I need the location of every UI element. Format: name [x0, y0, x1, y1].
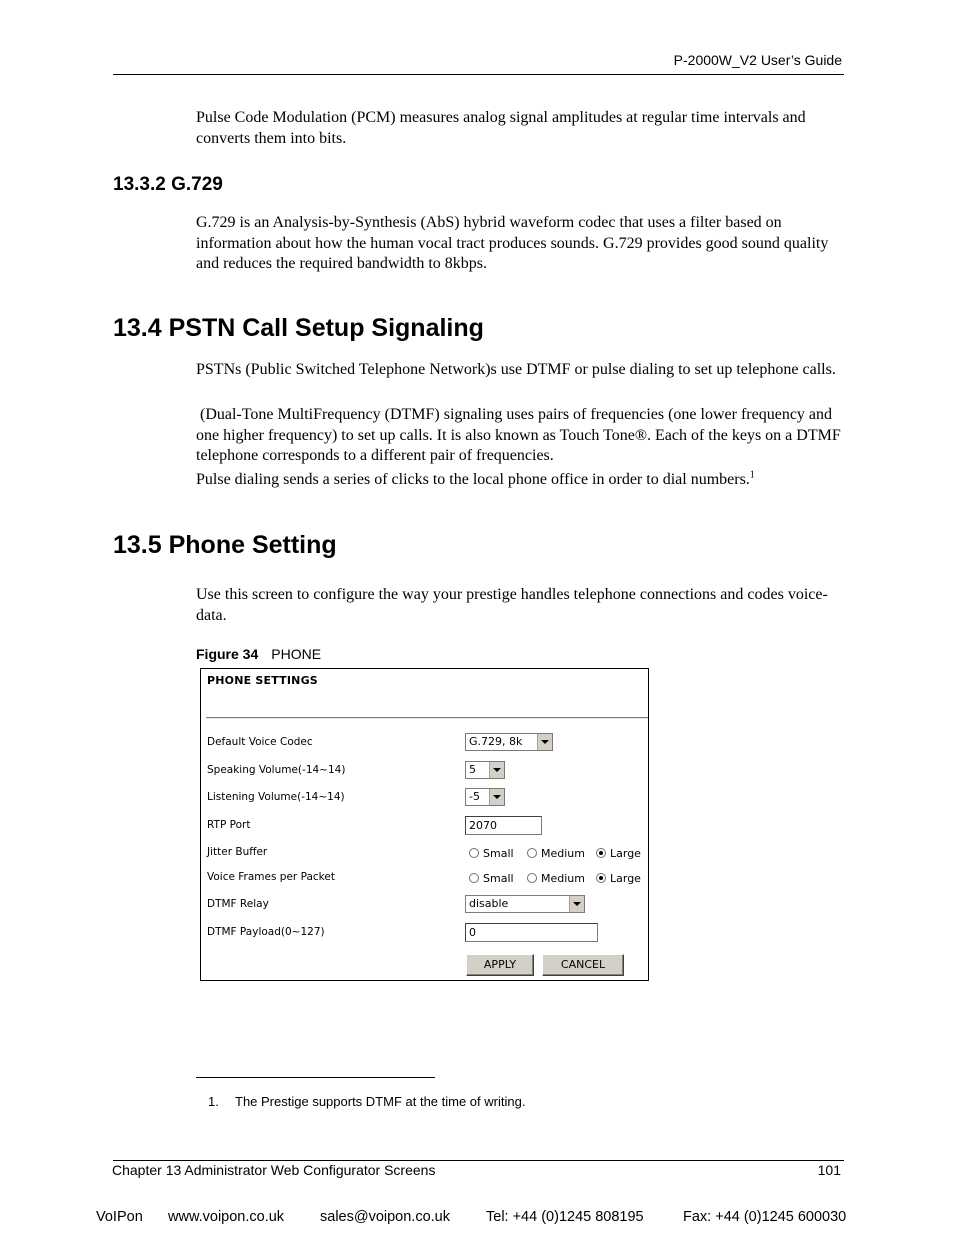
pulse-paragraph	[196, 470, 846, 491]
codec-label: Default Voice Codec	[207, 736, 313, 748]
speaking-volume-select[interactable]	[465, 761, 505, 779]
jitter-radio-medium[interactable]	[527, 847, 585, 860]
frames-option-medium: Medium	[541, 872, 585, 885]
chevron-down-icon[interactable]	[537, 734, 552, 750]
listening-volume-value: -5	[469, 790, 480, 803]
phone-settings-panel	[200, 668, 649, 981]
section-heading-13-3-2: 13.3.2 G.729	[113, 174, 223, 195]
contact-email[interactable]: sales@voipon.co.uk	[320, 1209, 450, 1225]
jitter-option-small: Small	[483, 847, 514, 860]
footnote-text: The Prestige supports DTMF at the time of writing.	[235, 1094, 526, 1109]
dtmf-relay-value: disable	[469, 897, 509, 910]
section-heading-13-4: 13.4 PSTN Call Setup Signaling	[113, 314, 484, 342]
frames-radio-large[interactable]	[596, 872, 641, 885]
pstn-paragraph: PSTNs (Public Switched Telephone Network)s use DTMF or pulse dialing to set up telephone calls.	[196, 361, 836, 378]
page-number: 101	[817, 1162, 841, 1178]
listening-volume-label: Listening Volume(-14~14)	[207, 791, 345, 803]
jitter-option-large: Large	[610, 847, 641, 860]
apply-button[interactable]: APPLY	[466, 954, 534, 976]
dtmf-paragraph: (Dual-Tone MultiFrequency (DTMF) signaling uses pairs of frequencies (one lower frequency and one higher frequency) to set up calls. It is also known as Touch Tone®. Each of the keys on a DTMF telephone corresponds to a different pair of frequencies.	[196, 406, 845, 464]
pulse-text: Pulse dialing sends a series of clicks to the local phone office in order to dial numbers.	[196, 471, 750, 488]
radio-icon[interactable]	[469, 848, 479, 858]
jitter-radio-small[interactable]	[469, 847, 514, 860]
speaking-volume-label: Speaking Volume(-14~14)	[207, 764, 346, 776]
frames-radio-small[interactable]	[469, 872, 514, 885]
contact-tel: Tel: +44 (0)1245 808195	[486, 1209, 644, 1225]
dtmf-relay-label: DTMF Relay	[207, 898, 269, 910]
footer-chapter: Chapter 13 Administrator Web Configurator Screens	[112, 1162, 436, 1178]
radio-icon[interactable]	[527, 873, 537, 883]
frames-option-small: Small	[483, 872, 514, 885]
rtp-port-value: 2070	[469, 819, 497, 832]
footnote-number: 1.	[208, 1094, 219, 1109]
radio-icon[interactable]	[527, 848, 537, 858]
figure-caption	[196, 646, 321, 662]
frames-option-large: Large	[610, 872, 641, 885]
jitter-radio-large[interactable]	[596, 847, 641, 860]
g729-paragraph: G.729 is an Analysis-by-Synthesis (AbS) hybrid waveform codec that uses a filter based on information about how the human vocal tract produces sounds. G.729 provides good sound quality and reduces the required bandwidth to 8kbps.	[196, 214, 829, 272]
dtmf-payload-input[interactable]	[465, 923, 598, 942]
frames-radio-medium[interactable]	[527, 872, 585, 885]
radio-icon[interactable]	[469, 873, 479, 883]
codec-select[interactable]	[465, 733, 553, 751]
rtp-port-label: RTP Port	[207, 819, 251, 831]
radio-selected-icon[interactable]	[596, 873, 606, 883]
cancel-button[interactable]: CANCEL	[542, 954, 624, 976]
contact-website[interactable]: www.voipon.co.uk	[168, 1209, 285, 1225]
intro-paragraph: Pulse Code Modulation (PCM) measures analog signal amplitudes at regular time intervals and converts them into bits.	[196, 109, 806, 147]
jitter-option-medium: Medium	[541, 847, 585, 860]
figure-label: Figure 34	[196, 646, 259, 662]
dtmf-payload-label: DTMF Payload(0~127)	[207, 926, 325, 938]
phone-setting-paragraph: Use this screen to configure the way your prestige handles telephone connections and codes voice-data.	[196, 586, 828, 624]
panel-title: PHONE SETTINGS	[207, 674, 318, 687]
jitter-buffer-label: Jitter Buffer	[207, 846, 268, 858]
dtmf-payload-value: 0	[469, 926, 476, 939]
panel-divider-highlight	[206, 718, 648, 719]
listening-volume-select[interactable]	[465, 788, 505, 806]
figure-title: PHONE	[271, 646, 322, 662]
footnote-rule	[196, 1077, 435, 1078]
footer-rule	[113, 1160, 844, 1161]
dtmf-relay-select[interactable]	[465, 895, 585, 913]
voice-frames-label: Voice Frames per Packet	[207, 871, 335, 883]
chevron-down-icon[interactable]	[489, 789, 504, 805]
contact-fax: Fax: +44 (0)1245 600030	[683, 1209, 847, 1225]
rtp-port-input[interactable]	[465, 816, 542, 835]
header-rule	[113, 74, 844, 75]
header-title: P-2000W_V2 User’s Guide	[673, 52, 842, 68]
section-heading-13-5: 13.5 Phone Setting	[113, 531, 337, 559]
chevron-down-icon[interactable]	[489, 762, 504, 778]
radio-selected-icon[interactable]	[596, 848, 606, 858]
codec-value: G.729, 8k	[469, 735, 523, 748]
footnote-ref: 1	[749, 469, 755, 481]
chevron-down-icon[interactable]	[569, 896, 584, 912]
speaking-volume-value: 5	[469, 763, 476, 776]
contact-company: VoIPon	[96, 1209, 143, 1225]
